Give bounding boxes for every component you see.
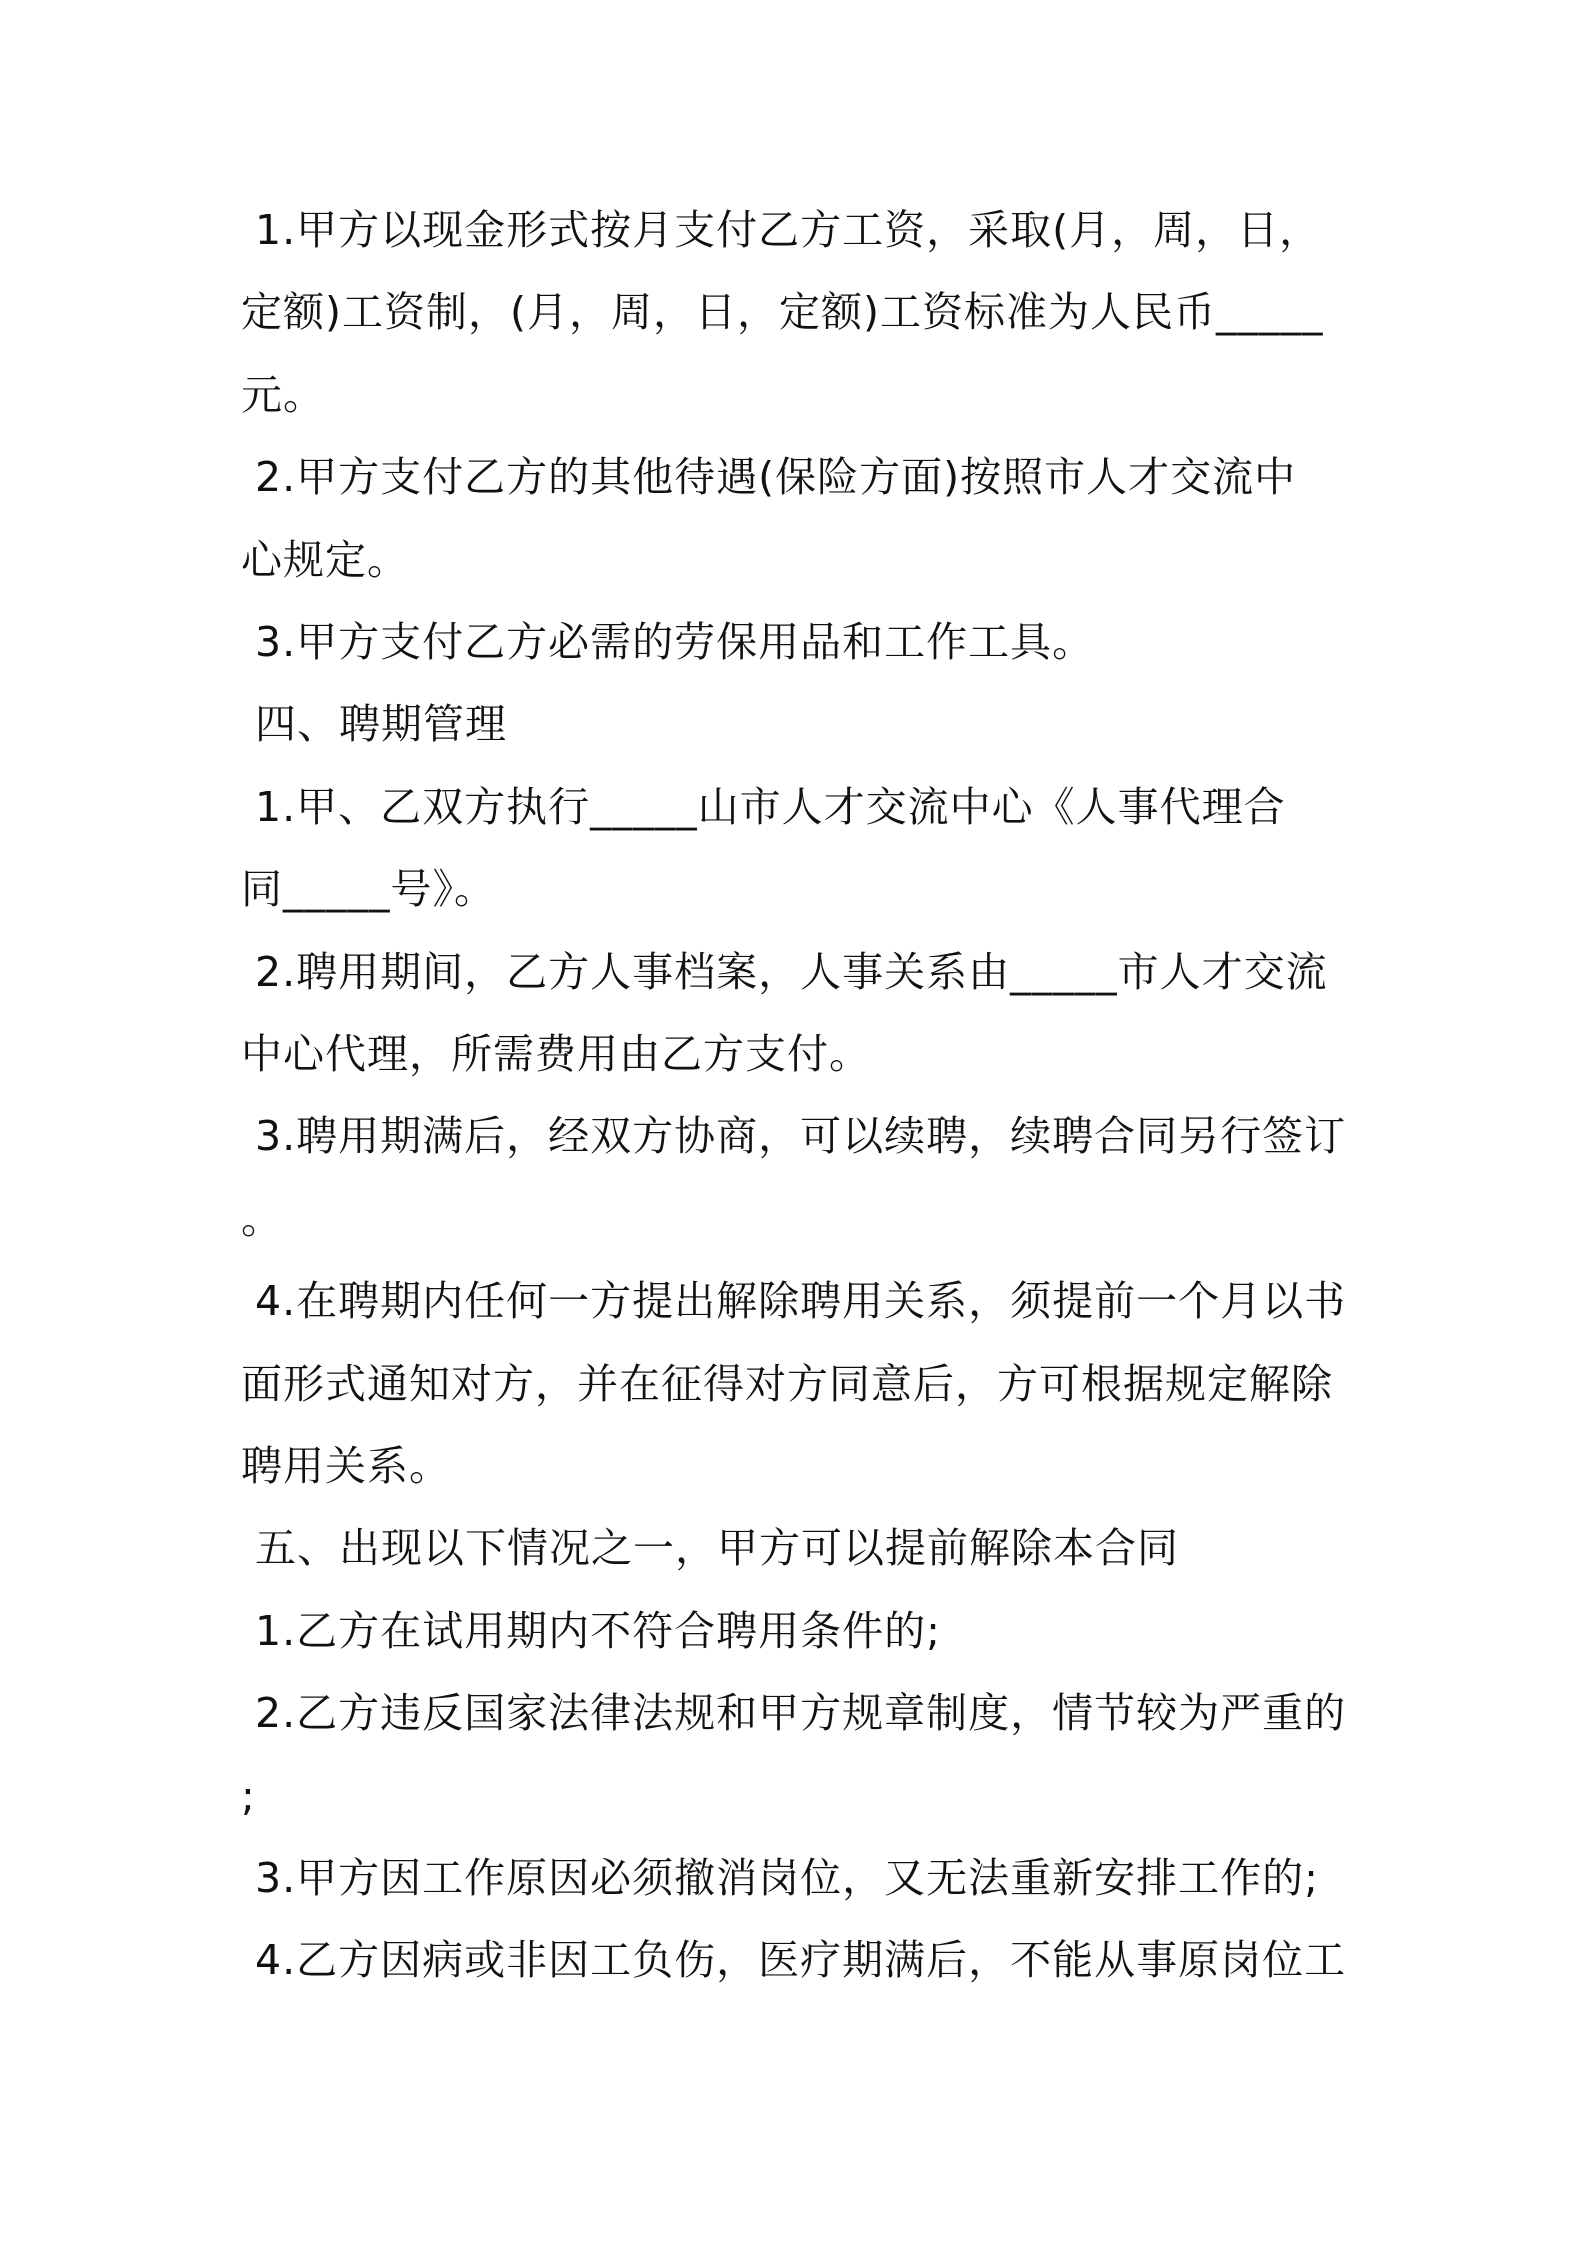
text-line: 3.甲方因工作原因必须撤消岗位，又无法重新安排工作的; [241, 1854, 1319, 1902]
text-line: 3.聘用期满后，经双方协商，可以续聘，续聘合同另行签订 [241, 1112, 1347, 1160]
text-line: 1.甲、乙双方执行_____山市人才交流中心《人事代理合 [241, 783, 1286, 831]
text-line: 中心代理，所需费用由乙方支付。 [241, 1030, 871, 1078]
text-line: 元。 [241, 371, 325, 419]
text-line: 1.甲方以现金形式按月支付乙方工资，采取(月，周，日， [241, 206, 1322, 254]
text-line: 4.在聘期内任何一方提出解除聘用关系，须提前一个月以书 [241, 1277, 1347, 1325]
text-line: 2.甲方支付乙方的其他待遇(保险方面)按照市人才交流中 [241, 453, 1297, 501]
text-line: 2.聘用期间，乙方人事档案，人事关系由_____市人才交流 [241, 948, 1328, 996]
text-line: 聘用关系。 [241, 1442, 451, 1490]
text-line: 面形式通知对方，并在征得对方同意后，方可根据规定解除 [241, 1360, 1333, 1408]
text-line: 。 [241, 1195, 283, 1243]
text-line: 心规定。 [241, 536, 409, 584]
section-heading: 五、出现以下情况之一，甲方可以提前解除本合同 [241, 1524, 1180, 1572]
text-line: 2.乙方违反国家法律法规和甲方规章制度，情节较为严重的 [241, 1689, 1347, 1737]
text-line: 同_____号》。 [241, 865, 496, 913]
text-line: 定额)工资制，(月，周，日，定额)工资标准为人民币_____ [241, 288, 1324, 336]
text-line: ; [241, 1772, 256, 1820]
section-heading: 四、聘期管理 [241, 700, 508, 748]
text-line: 4.乙方因病或非因工负伤，医疗期满后，不能从事原岗位工 [241, 1936, 1347, 1984]
text-line: 3.甲方支付乙方必需的劳保用品和工作工具。 [241, 618, 1095, 666]
text-line: 1.乙方在试用期内不符合聘用条件的; [241, 1607, 941, 1655]
